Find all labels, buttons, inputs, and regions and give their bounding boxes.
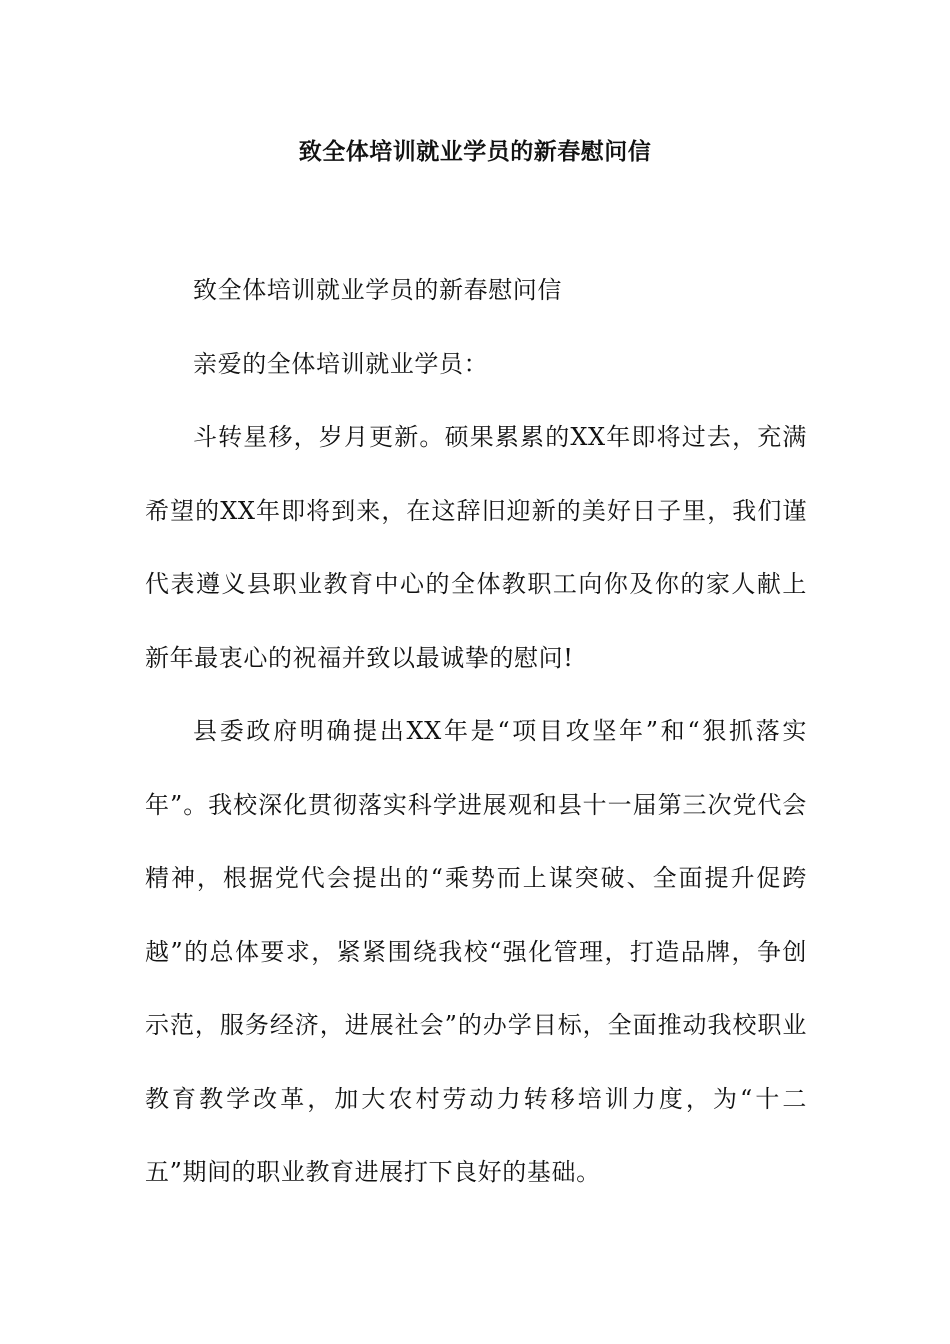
paragraph-salutation: 亲爱的全体培训就业学员： xyxy=(193,349,489,378)
paragraph-heading: 致全体培训就业学员的新春慰问信 xyxy=(193,276,562,304)
document-body xyxy=(145,254,807,1210)
paragraph-goals: 县委政府明确提出XX年是“项目攻坚年”和“狠抓落实年”。我校深化贯彻落实科学进展观和县十一届第三次党代会精神，根据党代会提出的“乘势而上谋突破、全面提升促跨越”的总体要求，紧紧围绕我校“强化管理，打造品牌，争创示范，服务经济，进展社会”的办学目标，全面推动我校职业教育教学改革，加大农村劳动力转移培训力度，为“十二五”期间的职业教育进展打下良好的基础。 xyxy=(145,717,807,1186)
paragraph-greeting: 斗转星移，岁月更新。硕果累累的XX年即将过去，充满希望的XX年即将到来，在这辞旧迎新的美好日子里，我们谨代表遵义县职业教育中心的全体教职工向你及你的家人献上新年最衷心的祝福并致以最诚挚的慰问! xyxy=(145,423,807,672)
document-title: 致全体培训就业学员的新春慰问信 xyxy=(298,138,652,165)
